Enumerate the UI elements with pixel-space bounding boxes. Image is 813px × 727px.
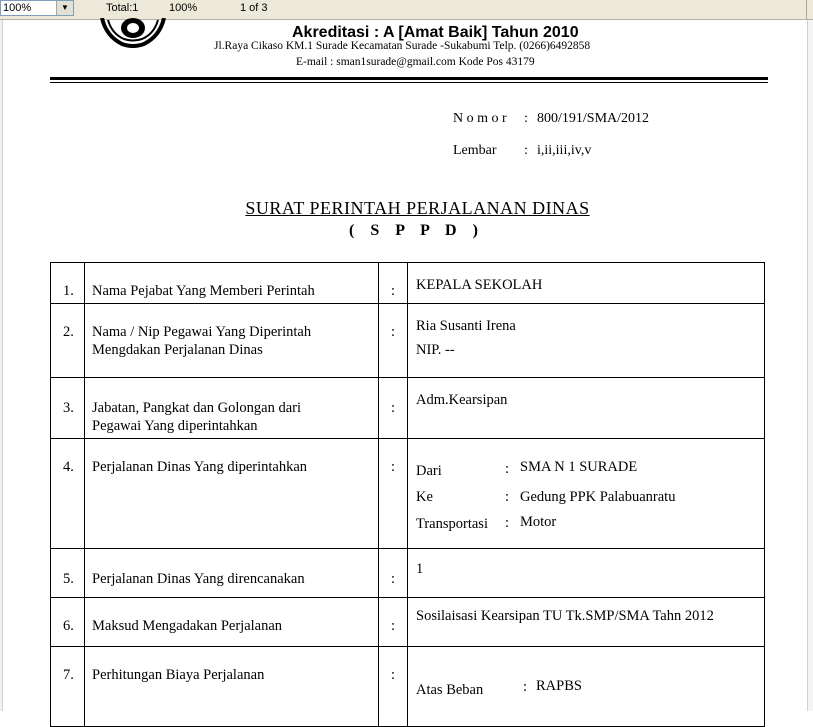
- row-value: KEPALA SEKOLAH: [416, 277, 543, 293]
- table-row: [51, 598, 765, 647]
- sub-value: SMA N 1 SURADE: [520, 459, 638, 475]
- zoom-percent-label: 100%: [169, 2, 198, 14]
- row-colon: :: [391, 459, 396, 475]
- sub-value: Motor: [520, 514, 557, 530]
- row-colon: :: [391, 667, 396, 683]
- vertical-scrollbar[interactable]: [807, 20, 813, 711]
- chevron-down-icon[interactable]: ▼: [56, 1, 73, 15]
- row-value: NIP. --: [416, 342, 455, 358]
- sppd-table: [50, 262, 765, 727]
- page-indicator: 1 of 3: [240, 2, 268, 14]
- lembar-value: i,ii,iii,iv,v: [537, 143, 592, 158]
- row-colon: :: [391, 283, 396, 299]
- report-toolbar: [0, 0, 813, 20]
- table-row: [51, 549, 765, 598]
- header-divider-thick: [50, 77, 768, 80]
- row-value: Sosilaisasi Kearsipan TU Tk.SMP/SMA Tahn 2012: [416, 608, 714, 624]
- row-label: Jabatan, Pangkat dan Golongan dari: [92, 400, 301, 416]
- sub-colon: :: [505, 489, 510, 505]
- akreditasi-line: Akreditasi : A [Amat Baik] Tahun 2010: [292, 24, 579, 41]
- sub-key: Dari: [416, 463, 442, 479]
- row-label: Perhitungan Biaya Perjalanan: [92, 667, 265, 683]
- title-main: SURAT PERINTAH PERJALANAN DINAS: [245, 198, 590, 218]
- table-row: [51, 263, 765, 304]
- lembar-label: Lembar: [453, 143, 497, 158]
- row-label: Pegawai Yang diperintahkan: [92, 418, 258, 434]
- nomor-colon: :: [524, 111, 528, 126]
- table-row: [51, 304, 765, 378]
- row-number: 6.: [63, 618, 74, 634]
- row-colon: :: [391, 400, 396, 416]
- nomor-label: N o m o r: [453, 111, 507, 126]
- row-number: 3.: [63, 400, 74, 416]
- document-subtitle: ( S P P D ): [349, 222, 484, 239]
- sub-value: RAPBS: [536, 678, 582, 694]
- table-row: [51, 647, 765, 727]
- row-label: Maksud Mengadakan Perjalanan: [92, 618, 283, 634]
- sub-colon: :: [523, 679, 528, 695]
- toolbar-edge: [806, 0, 813, 19]
- nomor-value: 800/191/SMA/2012: [537, 111, 650, 126]
- sub-colon: :: [505, 461, 510, 477]
- row-value: Adm.Kearsipan: [416, 392, 508, 408]
- table-row: [51, 378, 765, 439]
- row-number: 2.: [63, 324, 74, 340]
- row-label: Nama Pejabat Yang Memberi Perintah: [92, 283, 315, 299]
- row-number: 4.: [63, 459, 74, 475]
- row-label: Mengdakan Perjalanan Dinas: [92, 342, 263, 358]
- header-divider-thin: [50, 82, 768, 83]
- row-label: Perjalanan Dinas Yang direncanakan: [92, 571, 305, 587]
- sub-colon: :: [505, 515, 510, 531]
- zoom-value: 100%: [3, 2, 32, 14]
- sub-key: Transportasi: [416, 516, 488, 532]
- row-colon: :: [391, 618, 396, 634]
- address-line: Jl.Raya Cikaso KM.1 Surade Kecamatan Surade -Sukabumi Telp. (0266)6492858: [214, 40, 591, 52]
- row-label: Nama / Nip Pegawai Yang Diperintah: [92, 324, 312, 340]
- row-colon: :: [391, 571, 396, 587]
- email-line: E-mail : sman1surade@gmail.com Kode Pos 43179: [296, 56, 535, 68]
- document-title: [0, 198, 813, 219]
- table-row: [51, 439, 765, 549]
- row-number: 5.: [63, 571, 74, 587]
- row-value: 1: [416, 561, 424, 577]
- lembar-colon: :: [524, 143, 528, 158]
- sub-key: Atas Beban: [416, 682, 484, 698]
- page-left-edge: [0, 20, 3, 711]
- zoom-select[interactable]: [0, 0, 74, 16]
- row-colon: :: [391, 324, 396, 340]
- total-label: Total:1: [106, 2, 139, 14]
- sub-key: Ke: [416, 489, 433, 505]
- row-value: Ria Susanti Irena: [416, 318, 516, 334]
- row-label: Perjalanan Dinas Yang diperintahkan: [92, 459, 308, 475]
- sub-value: Gedung PPK Palabuanratu: [520, 489, 676, 505]
- school-logo-icon: [100, 18, 166, 48]
- row-number: 1.: [63, 283, 74, 299]
- row-number: 7.: [63, 667, 74, 683]
